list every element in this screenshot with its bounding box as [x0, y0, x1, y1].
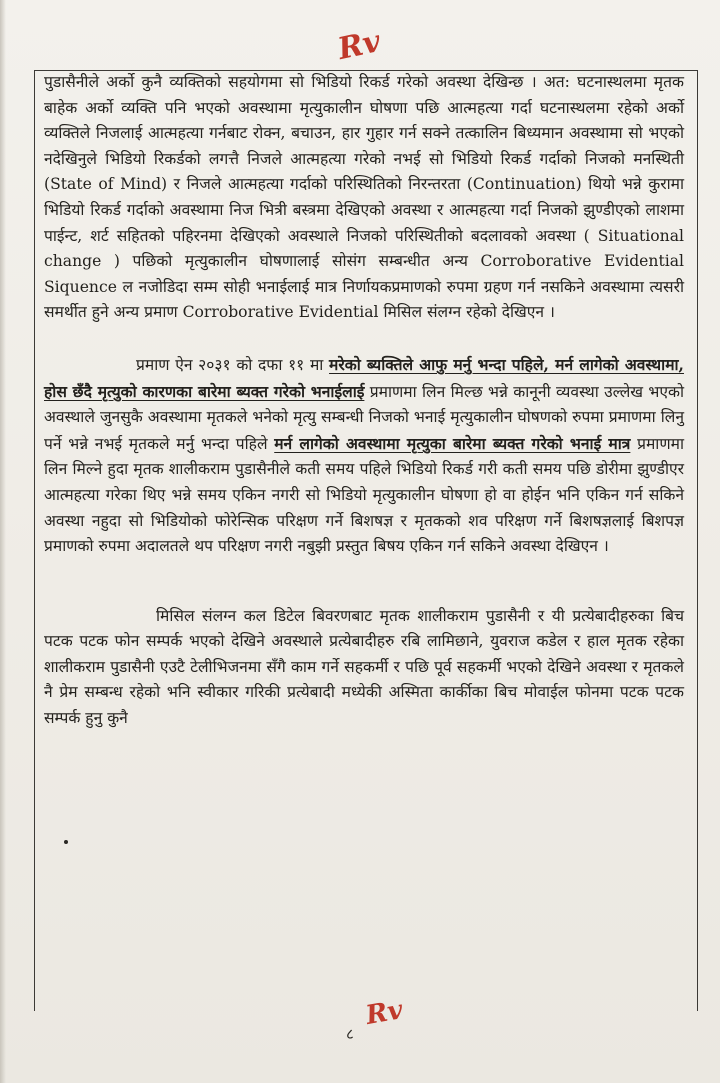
- emphasized-text: मरेको ब्यक्तिले आफु मर्नु भन्दा पहिले, मर्न लागेको अवस्थामा, होस छँदै मृत्युको कारणका बारेमा ब्यक्त गरेको भनाईलाई: [44, 354, 684, 401]
- page-edge-shadow: [0, 0, 6, 1083]
- paragraph-text: मिसिल संलग्न कल डिटेल बिवरणबाट मृतक शालीकराम पुडासैनी र यी प्रत्येबादीहरुका बिच पटक पटक फोन सम्पर्क भएको देखिने अवस्थाले प्रत्येबादीहरु रबि लामिछाने, युवराज कडेल र हाल मृतक रहेका शालीकराम पुडासैनी एउटै टेलीभिजनमा सँगै काम गर्ने सहकर्मी र पछि पूर्व सहकर्मी भएको देखिने अवस्था र मृतकले नै प्रेम सम्बन्ध रहेको भनि स्वीकार गरिकी प्रत्येबादी मध्येकी अस्मिता कार्कीका बिच मोवाईल फोनमा पटक पटक सम्पर्क हुनु कुनै: [44, 606, 684, 728]
- ink-dot-mark: [64, 840, 68, 844]
- paragraph-text: प्रमाणमा लिन मिल्छ भन्ने कानूनी व्यवस्था उल्लेख भएको अवस्थाले जुनसुकै अवस्थामा मृतकले भनेको मृत्यु सम्बन्धी निजको भनाई मृत्युकालीन घोषणको रुपमा प्रमाणमा लिनु पर्ने भन्ने नभई मृतकले मर्नु भन्दा पहिले: [44, 382, 684, 453]
- paragraph-1: [44, 70, 684, 326]
- emphasized-text: मर्न लागेको अवस्थामा मृत्युका बारेमा ब्यक्त गरेको भनाई मात्र: [274, 433, 631, 453]
- signature-initial-bottom-icon: Rv: [363, 995, 406, 1031]
- paragraph-3: [44, 604, 684, 732]
- paragraph-text: प्रमाण ऐन २०३१ को दफा ११ मा: [136, 355, 330, 374]
- document-body: [44, 70, 684, 732]
- signature-initial-top-icon: Rv: [334, 23, 384, 68]
- page-number: ८: [346, 1025, 354, 1043]
- paragraph-text: पुडासैनीले अर्को कुनै व्यक्तिको सहयोगमा सो भिडियो रिकर्ड गरेको अवस्था देखिन्छ । अत: घटनास्थलमा मृतक बाहेक अर्को व्यक्ति पनि भएको अवस्थामा मृत्युकालीन घोषणा पछि आत्महत्या गर्दा घटनास्थलमा रहेको अर्को व्यक्तिले निजलाई आत्महत्या गर्नबाट रोक्न, बचाउन, हार गुहार गर्न सक्ने तत्कालिन बिध्यमान अवस्थामा सो भएको नदेखिनुले भिडियो रिकर्डको लगत्तै निजले आत्महत्या गरेको नभई सो भिडियो रिकर्ड गर्दाको निजको मनस्थिती (State of Mind) र निजले आत्महत्या गर्दाको परिस्थितिको निरन्तरता (Continuation) थियो भन्ने कुरामा भिडियो रिकर्ड गर्दाको अवस्थामा निज भित्री बस्त्रमा देखिएको अवस्था र आत्महत्या गर्दा निजको झुण्डीएको लाशमा पाईन्ट, शर्ट सहितको पहिरनमा देखिएको अवस्थाले निजको परिस्थितीको बदलावको अवस्था ( Situational change ) पछिको मृत्युकालीन घोषणालाई सोसंग सम्बन्धीत अन्य Corroborative Evidential Siquence ल नजोडिदा सम्म सोही भनाईलाई मात्र निर्णायकप्रमाणको रुपमा ग्रहण गर्न नसकिने अवस्थामा त्यसरी समर्थीत हुने अन्य प्रमाण Corroborative Evidential मिसिल संलग्न रहेको देखिएन ।: [44, 73, 684, 322]
- paragraph-text: प्रमाणमा लिन मिल्ने हुदा मृतक शालीकराम पुडासैनीले कती समय पहिले भिडियो रिकर्ड गरी कती समय पछि डोरीमा झुण्डीएर आत्महत्या गरेका थिए भन्ने समय एकिन नगरी सो भिडियो मृत्युकालीन घोषणा हो वा होईन भनि एकिन गर्न सकिने अवस्था नहुदा सो भिडियोको फोरेन्सिक परिक्षण गर्ने बिशषज्ञ र मृतकको शव परिक्षण गर्ने बिशषज्ञलाई बिशपज्ञ प्रमाणको रुपमा अदालतले थप परिक्षण नगरी नबुझी प्रस्तुत बिषय एकिन गर्न सकिने अवस्था देखिएन ।: [44, 434, 684, 556]
- paragraph-2: [44, 352, 684, 560]
